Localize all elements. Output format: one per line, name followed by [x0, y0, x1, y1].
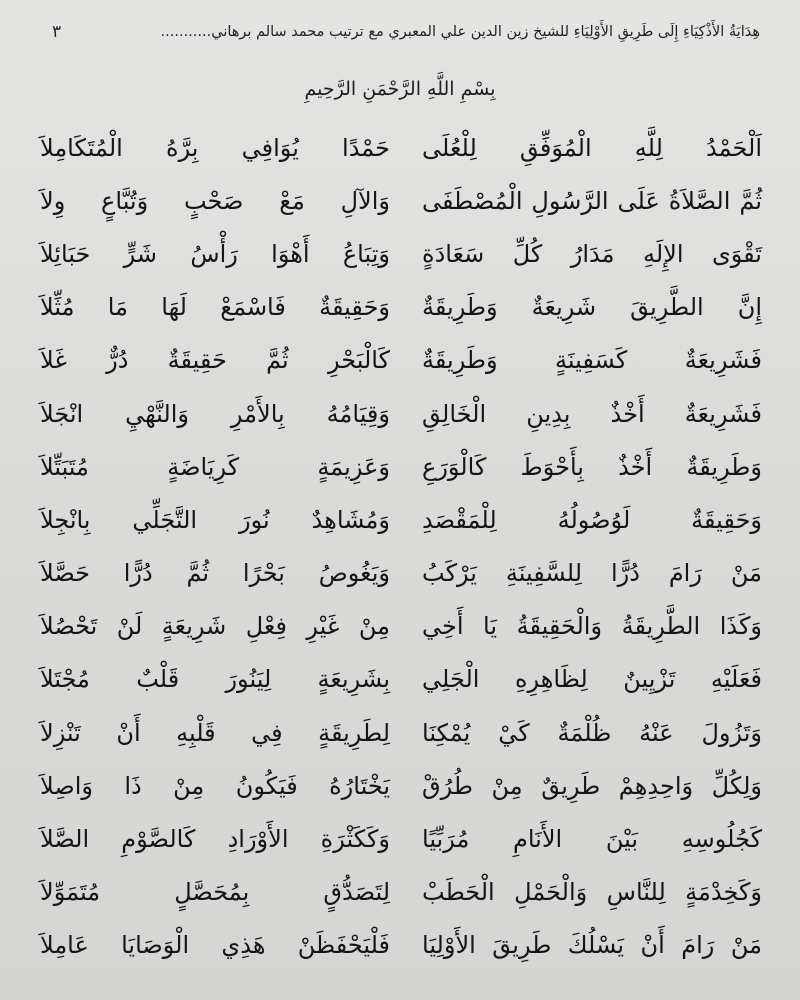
- verse-line: [40, 493, 762, 546]
- verse-line: [40, 174, 762, 227]
- verse-first-hemistich: تَقْوَى الإِلَهِ مَدَارُ كُلِّ سَعَادَةٍ: [422, 239, 762, 268]
- verse-first-hemistich: وَكَذَا الطَّرِيقَةُ وَالْحَقِيقَةُ يَا أَخِي: [422, 612, 762, 641]
- verse-second-hemistich: وَمُشَاهِدٌ نُورَ التَّجَلِّي بِانْجِلاَ: [40, 505, 390, 534]
- verse-second-hemistich: وَيَغُوصُ بَحْرًا ثُمَّ دُرًّا حَصَّلاَ: [40, 559, 390, 588]
- verse-first-hemistich: وَطَرِيقَةٌ أَخْذٌ بِأَحْوَطَ كَالْوَرَعِ: [422, 452, 762, 481]
- verse-second-hemistich: وَتِبَاعُ أَهْوَا رَأْسُ شَرٍّ حَبَائِلاَ: [40, 239, 390, 268]
- verse-second-hemistich: وَعَزِيمَةٍ كَرِيَاضَةٍ مُتَبَتِّلاَ: [40, 452, 390, 481]
- verse-line: [40, 653, 762, 706]
- verse-first-hemistich: فَشَرِيعَةٌ كَسَفِينَةٍ وَطَرِيقَةٌ: [422, 346, 762, 375]
- verse-second-hemistich: وَقِيَامُهُ بِالأَمْرِ وَالنَّهْيِ انْجَلاَ: [40, 399, 390, 428]
- verse-first-hemistich: مَنْ رَامَ دُرًّا لِلسَّفِينَةِ يَرْكَبُ: [422, 559, 762, 588]
- verse-second-hemistich: يَخْتَارُهُ فَيَكُونُ مِنْ ذَا وَاصِلاَ: [40, 771, 390, 800]
- verse-line: [40, 600, 762, 653]
- verse-second-hemistich: وَالآلِ مَعْ صَحْبٍ وَتُبَّاعٍ وِلاَ: [40, 186, 390, 215]
- verse-second-hemistich: بِشَرِيعَةٍ لِيَنُورَ قَلْبٌ مُجْتَلاَ: [40, 665, 390, 694]
- verse-second-hemistich: حَمْدًا يُوَافِي بِرَّهُ الْمُتَكَامِلاَ: [40, 133, 390, 162]
- verse-line: [40, 121, 762, 174]
- verse-second-hemistich: وَحَقِيقَةٌ فَاسْمَعْ لَهَا مَا مُثِّلاَ: [40, 293, 390, 322]
- verse-first-hemistich: فَشَرِيعَةٌ أَخْذٌ بِدِينِ الْخَالِقِ: [422, 399, 762, 428]
- basmala: بِسْمِ اللَّهِ الرَّحْمَنِ الرَّحِيمِ: [304, 78, 496, 100]
- verse-first-hemistich: ثُمَّ الصَّلاَةُ عَلَى الرَّسُولِ الْمُصْطَفَى: [422, 186, 762, 215]
- verse-line: [40, 812, 762, 865]
- verse-first-hemistich: وَحَقِيقَةٌ لَوُصُولُهُ لِلْمَقْصَدِ: [422, 505, 762, 534]
- verse-second-hemistich: لِتَصَدُّقٍ بِمُحَصَّلٍ مُتَمَوِّلاَ: [40, 878, 390, 907]
- verse-line: [40, 227, 762, 280]
- verse-line: [40, 547, 762, 600]
- verse-first-hemistich: وَكَخِدْمَةٍ لِلنَّاسِ وَالْحَمْلِ الْحَطَبْ: [422, 878, 762, 907]
- verse-first-hemistich: فَعَلَيْهِ تَزْيِينٌ لِظَاهِرِهِ الْجَلِي: [422, 665, 762, 694]
- verse-first-hemistich: وَتَزُولَ عَنْهُ ظُلْمَةٌ كَيْ يُمْكِنَا: [422, 718, 762, 747]
- verse-second-hemistich: مِنْ غَيْرِ فِعْلِ شَرِيعَةٍ لَنْ تَحْصُلاَ: [40, 612, 390, 641]
- verse-second-hemistich: وَكَكَثْرَةِ الأَوْرَادِ كَالصَّوْمِ الصَّلاَ: [40, 825, 390, 854]
- verse-line: [40, 281, 762, 334]
- page-number: ٣: [52, 22, 62, 42]
- verse-line: [40, 706, 762, 759]
- verse-second-hemistich: فَلْيَحْفَظَنْ هَذِي الْوَصَايَا عَامِلاَ: [40, 931, 390, 960]
- verse-second-hemistich: كَالْبَحْرِ ثُمَّ حَقِيقَةٌ دُرٌّ غَلاَ: [40, 346, 390, 375]
- verse-line: [40, 334, 762, 387]
- poem-verses: [40, 121, 762, 972]
- header-title: هِدَايَةُ الأَذْكِيَاءِ إِلَى طَرِيقِ الأَوْلِيَاءِ للشيخ زين الدين علي المعبري مع ترتيب محمد سالم برهاني...........: [160, 24, 760, 40]
- running-header: [52, 16, 760, 48]
- verse-line: [40, 866, 762, 919]
- verse-first-hemistich: كَجُلُوسِهِ بَيْنَ الأَنَامِ مُرَبِّيًا: [422, 825, 762, 854]
- verse-first-hemistich: اَلْحَمْدُ لِلَّهِ الْمُوَفِّقِ لِلْعُلَى: [422, 133, 762, 162]
- verse-line: [40, 387, 762, 440]
- verse-line: [40, 919, 762, 972]
- verse-first-hemistich: إِنَّ الطَّرِيقَ شَرِيعَةٌ وَطَرِيقَةٌ: [422, 293, 762, 322]
- verse-line: [40, 759, 762, 812]
- verse-second-hemistich: لِطَرِيقَةٍ فِي قَلْبِهِ أَنْ تَنْزِلاَ: [40, 718, 390, 747]
- verse-first-hemistich: وَلِكُلِّ وَاحِدِهِمْ طَرِيقٌ مِنْ طُرُقْ: [422, 771, 762, 800]
- verse-line: [40, 440, 762, 493]
- verse-first-hemistich: مَنْ رَامَ أَنْ يَسْلُكَ طَرِيقَ الأَوْلِيَا: [422, 931, 762, 960]
